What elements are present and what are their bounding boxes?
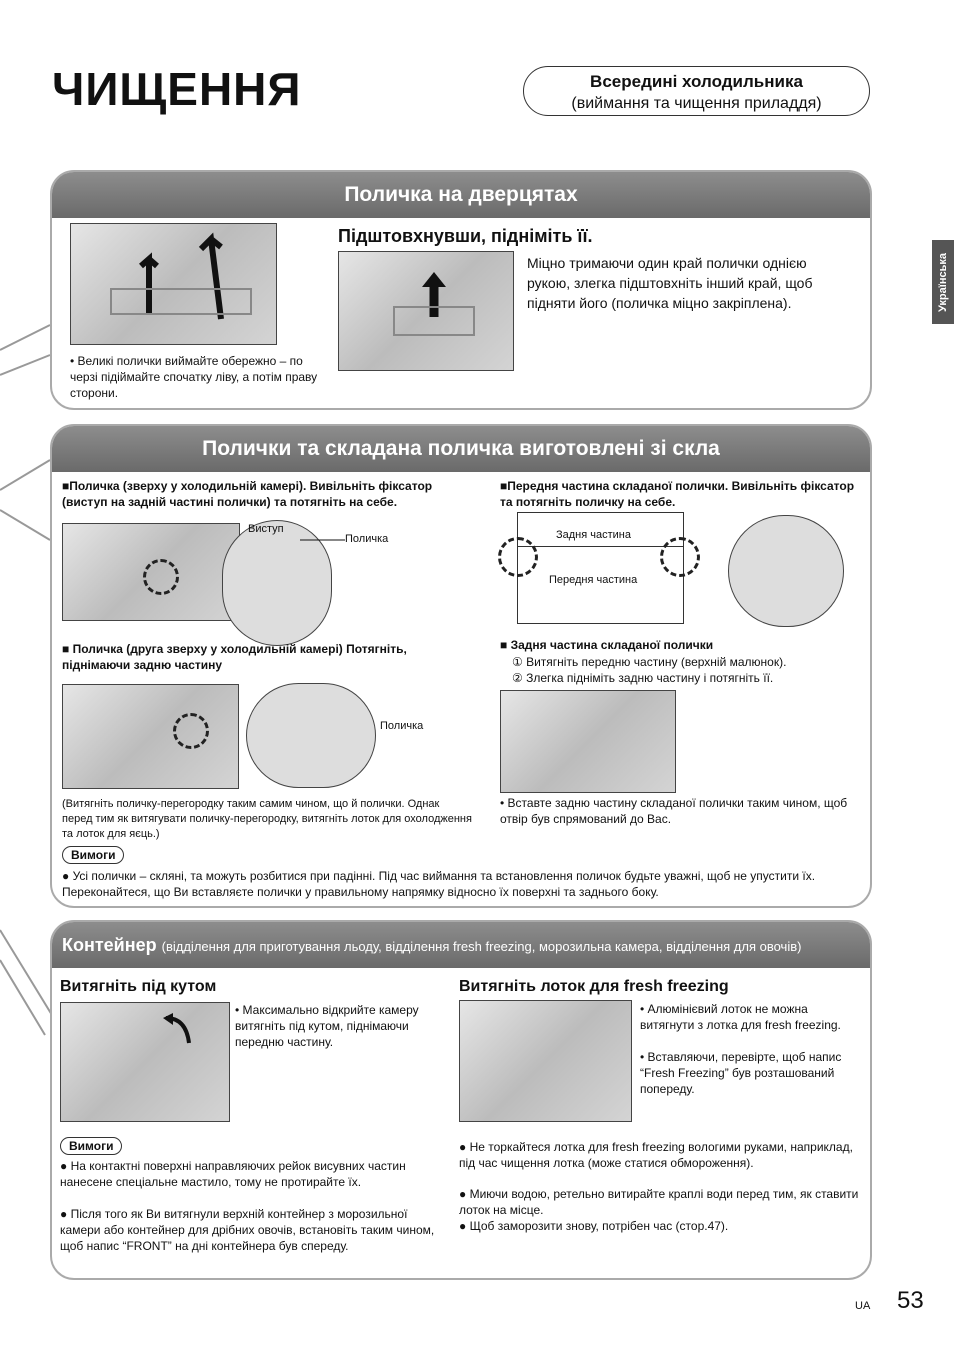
container-req-left2-text: Після того як Ви витягнули верхній контейнер з морозильної камери або контейнер для дрібних овочів, встановіть таким чином, щоб напис “FRONT” на дні контейнера був спереду. bbox=[60, 1207, 435, 1253]
door-shelf-bullet: • Великі полички виймайте обережно – по черзі підіймайте спочатку ліву, а потім праву сторони. bbox=[70, 354, 318, 400]
shelf-pointer-line bbox=[300, 535, 350, 545]
container-req-right2-text: Миючи водою, ретельно витирайте краплі води перед тим, як ставити лоток на місце. bbox=[459, 1187, 859, 1217]
footer-lang: UA bbox=[855, 1300, 871, 1312]
pill-line2: (виймання та чищення приладдя) bbox=[571, 95, 822, 112]
door-shelf-description: Міцно тримаючи один край полички однією рукою, злегка підштовхніть інший край, щоб підняти його (поличка міцно закріплена). bbox=[527, 255, 813, 311]
partition-note: (Витягніть поличку-перегородку таким самим чином, що й полички. Однак перед тим як витягувати поличку-перегородку, витягніть лоток для охолодження та лоток для яєць.) bbox=[62, 798, 472, 840]
up-arrows-icon bbox=[71, 224, 277, 345]
fresh-freezing-photo bbox=[459, 1000, 632, 1122]
folding-rear-photo bbox=[500, 690, 676, 793]
container-req-left1: ● На контактні поверхні направляючих рейок висувних частин нанесене спеціальне мастило, тому не протирайте їх. bbox=[60, 1159, 406, 1189]
folding-rear-heading: ■ Задня частина складаної полички bbox=[500, 638, 714, 652]
container-req-right1: ● Не торкайтеся лотка для fresh freezing вологими руками, наприклад, під час чищення лотка (може статися обмороження). bbox=[459, 1140, 853, 1170]
top-shelf-heading: ■Поличка (зверху у холодильній камері). Вивільніть фіксатор (виступ на задній частині полички) та потягніть на себе. bbox=[62, 479, 433, 509]
door-shelf-photo-1 bbox=[70, 223, 277, 345]
glass-requirements-label: Вимоги bbox=[62, 846, 124, 864]
header-pill bbox=[523, 66, 870, 116]
container-req-right2: ● Миючи водою, ретельно витирайте краплі води перед тим, як ставити лоток на місце. bbox=[459, 1187, 859, 1217]
glass-requirements-body: Усі полички – скляні, та можуть розбитися при падінні. Під час виймання та встановлення поличок будьте уважні, щоб не упустити їх. Переконайтеся, що Ви вставляєте полички у правильному напрямку відносно їх поверхні та заднього боку. bbox=[62, 869, 816, 899]
folding-step2: ② Злегка підніміть задню частину і потягніть її. bbox=[512, 671, 774, 685]
container-header-sub: (відділення для приготування льоду, відділення fresh freezing, морозильна камера, відділення для овочів) bbox=[161, 939, 802, 954]
insert-note: • Вставте задню частину складаної полички таким чином, щоб отвір був спрямований до Вас. bbox=[500, 796, 848, 826]
container-left-photo bbox=[60, 1002, 230, 1122]
folding-latch-detail bbox=[728, 515, 844, 627]
container-req-right3-text: Щоб заморозити знову, потрібен час (стор.47). bbox=[469, 1219, 729, 1233]
second-latch-circle bbox=[173, 713, 209, 749]
page-title: ЧИЩЕННЯ bbox=[52, 63, 302, 115]
container-left-note: • Максимально відкрийте камеру витягніть під кутом, піднімаючи передню частину. bbox=[235, 1003, 419, 1049]
glass-requirements-text: ● Усі полички – скляні, та можуть розбитися при падінні. Під час виймання та встановлення поличок будьте уважні, щоб не упустити їх. Переконайтеся, що Ви вставляєте полички у правильному напрямку відносно їх поверхні та заднього боку. bbox=[62, 869, 816, 899]
container-req-left2: ● Після того як Ви витягнули верхній контейнер з морозильної камери або контейнер для дрібних овочів, встановіть таким чином, щоб напис “FRONT” на дні контейнера був спереду. bbox=[60, 1207, 435, 1253]
lift-arrow-icon bbox=[61, 1003, 230, 1122]
label-rear: Задня частина bbox=[556, 529, 631, 541]
container-header bbox=[52, 922, 870, 968]
label-shelf: Поличка bbox=[345, 533, 389, 545]
container-req-right1-text: Не торкайтеся лотка для fresh freezing вологими руками, наприклад, під час чищення лотка (може статися обмороження). bbox=[459, 1140, 853, 1170]
container-req-left1-text: На контактні поверхні направляючих рейок висувних частин нанесене спеціальне мастило, тому не протирайте їх. bbox=[60, 1159, 406, 1189]
container-right-heading: Витягніть лоток для fresh freezing bbox=[459, 978, 729, 995]
label-shelf2: Поличка bbox=[380, 720, 424, 732]
door-shelf-subheading: Підштовхнувши, підніміть її. bbox=[338, 226, 593, 246]
latch-circle bbox=[143, 559, 179, 595]
top-shelf-photo bbox=[62, 523, 240, 621]
glass-shelves-header: Полички та складана поличка виготовлені зі скла bbox=[52, 426, 870, 472]
container-right-note1: • Алюмінієвий лоток не можна витягнути з лотка для fresh freezing. bbox=[640, 1002, 841, 1032]
up-arrow-icon bbox=[339, 252, 514, 371]
pill-line1: Всередині холодильника bbox=[590, 72, 803, 91]
second-shelf-heading: ■ Поличка (друга зверху у холодильній камері) Потягніть, піднімаючи задню частину bbox=[62, 642, 407, 672]
container-req-right3: ● Щоб заморозити знову, потрібен час (стор.47). bbox=[459, 1219, 729, 1233]
right-latch-circle bbox=[660, 537, 700, 577]
page-number: 53 bbox=[897, 1287, 924, 1314]
door-shelf-header: Поличка на дверцятах bbox=[52, 172, 870, 218]
label-protrusion: Виступ bbox=[248, 523, 284, 535]
second-shelf-photo bbox=[62, 684, 239, 789]
second-shelf-detail bbox=[246, 683, 376, 788]
container-right-note2: • Вставляючи, перевірте, щоб напис “Fresh Freezing” був розташований попереду. bbox=[640, 1050, 842, 1096]
container-requirements-label: Вимоги bbox=[60, 1137, 122, 1155]
label-front: Передня частина bbox=[549, 574, 638, 586]
folding-front-heading: ■Передня частина складаної полички. Вивільніть фіксатор та потягніть поличку на себе. bbox=[500, 479, 855, 509]
container-header-main: Контейнер bbox=[62, 935, 157, 955]
left-latch-circle bbox=[498, 537, 538, 577]
folding-step1: ① Витягніть передню частину (верхній малюнок). bbox=[512, 655, 787, 669]
language-tab: Українська bbox=[932, 240, 954, 324]
door-shelf-photo-2 bbox=[338, 251, 514, 371]
diagram-divider bbox=[518, 546, 683, 547]
container-left-heading: Витягніть під кутом bbox=[60, 978, 217, 995]
